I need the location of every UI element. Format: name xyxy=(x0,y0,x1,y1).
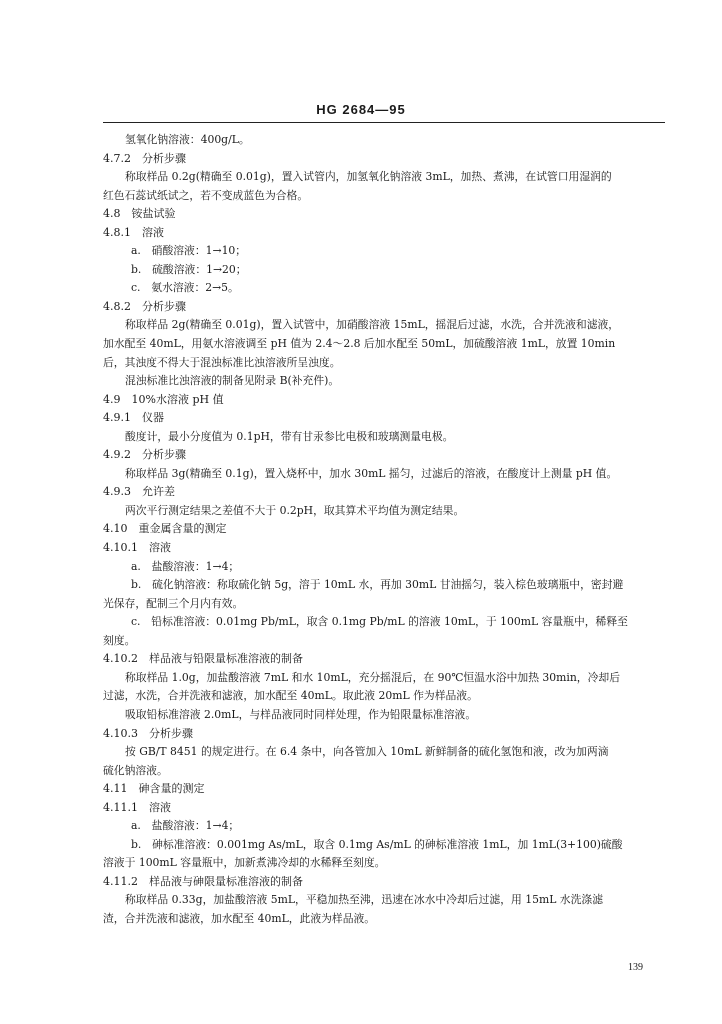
section-heading: 4.9 10%水溶液 pH 值 xyxy=(103,392,224,406)
section-heading: 4.9.1 仪器 xyxy=(103,411,164,425)
text-line: 加水配至 40mL，用氨水溶液调至 pH 值为 2.4～2.8 后加水配至 50mL，加硫酸溶液 1mL，放置 10min xyxy=(103,337,616,351)
section-heading: 4.7.2 分析步骤 xyxy=(103,151,186,165)
text-line: 后，其浊度不得大于混浊标准比浊溶液所呈浊度。 xyxy=(103,355,341,369)
list-item: a. 盐酸溶液：1→4； xyxy=(131,819,240,833)
section-heading: 4.11.2 样品液与砷限量标准溶液的制备 xyxy=(103,874,303,888)
section-heading: 4.10.2 样品液与铅限量标准溶液的制备 xyxy=(103,652,303,666)
text-line: 刻度。 xyxy=(103,633,136,647)
text-line: 光保存，配制三个月内有效。 xyxy=(103,596,244,610)
section-heading: 4.10.3 分析步骤 xyxy=(103,726,193,740)
text-line: 称取样品 0.2g(精确至 0.01g)，置入试管内，加氢氧化钠溶液 3mL，加热、煮沸，在试管口用湿润的 xyxy=(125,170,612,184)
list-item: b. 硫酸溶液：1→20； xyxy=(131,262,247,276)
text-line: 混浊标准比浊溶液的制备见附录 B(补充件)。 xyxy=(125,374,340,388)
text-line: 称取样品 3g(精确至 0.1g)，置入烧杯中，加水 30mL 摇匀，过滤后的溶液，在酸度计上测量 pH 值。 xyxy=(125,466,618,480)
section-heading: 4.9.2 分析步骤 xyxy=(103,448,186,462)
list-item: a. 硝酸溶液：1→10； xyxy=(131,244,247,258)
section-heading: 4.10 重金属含量的测定 xyxy=(103,522,227,536)
text-line: 称取样品 1.0g，加盐酸溶液 7mL 和水 10mL，充分摇混后，在 90℃恒温水浴中加热 30min，冷却后 xyxy=(125,670,620,684)
body-text xyxy=(103,131,665,929)
section-heading: 4.8 铵盐试验 xyxy=(103,207,176,221)
header-rule xyxy=(103,122,665,123)
section-heading: 4.11 砷含量的测定 xyxy=(103,782,205,796)
text-line: 吸取铅标准溶液 2.0mL，与样品液同时同样处理，作为铅限量标准溶液。 xyxy=(125,707,477,721)
list-item: c. 氨水溶液：2→5。 xyxy=(131,281,239,295)
section-heading: 4.11.1 溶液 xyxy=(103,800,171,814)
text-line: 硫化钠溶液。 xyxy=(103,763,168,777)
text-line: 氢氧化钠溶液：400g/L。 xyxy=(125,133,250,146)
page-number: 139 xyxy=(628,962,643,973)
text-line: 渣，合并洗液和滤液，加水配至 40mL，此液为样品液。 xyxy=(103,911,376,925)
text-line: 按 GB/T 8451 的规定进行。在 6.4 条中，向各管加入 10mL 新鲜制备的硫化氢饱和液，改为加两滴 xyxy=(125,745,609,759)
text-line: 溶液于 100mL 容量瓶中，加新煮沸冷却的水稀释至刻度。 xyxy=(103,856,386,870)
section-heading: 4.8.1 溶液 xyxy=(103,225,164,239)
list-item: c. 铅标准溶液：0.01mg Pb/mL，取含 0.1mg Pb/mL 的溶液 10mL，于 100mL 容量瓶中，稀释至 xyxy=(131,615,628,629)
section-heading: 4.9.3 允许差 xyxy=(103,485,175,499)
text-line: 酸度计，最小分度值为 0.1pH，带有甘汞参比电极和玻璃测量电极。 xyxy=(125,429,454,443)
section-heading: 4.10.1 溶液 xyxy=(103,541,171,555)
list-item: a. 盐酸溶液：1→4； xyxy=(131,559,240,573)
text-line: 称取样品 0.33g，加盐酸溶液 5mL，平稳加热至沸，迅速在冰水中冷却后过滤，用 15mL 水洗涤滤 xyxy=(125,893,603,907)
list-item: b. 砷标准溶液：0.001mg As/mL，取含 0.1mg As/mL 的砷标准溶液 1mL，加 1mL(3+100)硫酸 xyxy=(131,837,623,851)
section-heading: 4.8.2 分析步骤 xyxy=(103,299,186,313)
text-line: 两次平行测定结果之差值不大于 0.2pH，取其算术平均值为测定结果。 xyxy=(125,503,465,517)
text-line: 称取样品 2g(精确至 0.01g)，置入试管中，加硝酸溶液 15mL，摇混后过滤，水洗，合并洗液和滤液， xyxy=(125,318,620,332)
standard-code-header: HG 2684—95 xyxy=(316,102,406,117)
text-line: 过滤，水洗，合并洗液和滤液，加水配至 40mL。取此液 20mL 作为样品液。 xyxy=(103,689,478,703)
list-item: b. 硫化钠溶液：称取硫化钠 5g，溶于 10mL 水，再加 30mL 甘油摇匀，装入棕色玻璃瓶中，密封避 xyxy=(131,578,624,592)
text-line: 红色石蕊试纸试之，若不变成蓝色为合格。 xyxy=(103,188,309,202)
